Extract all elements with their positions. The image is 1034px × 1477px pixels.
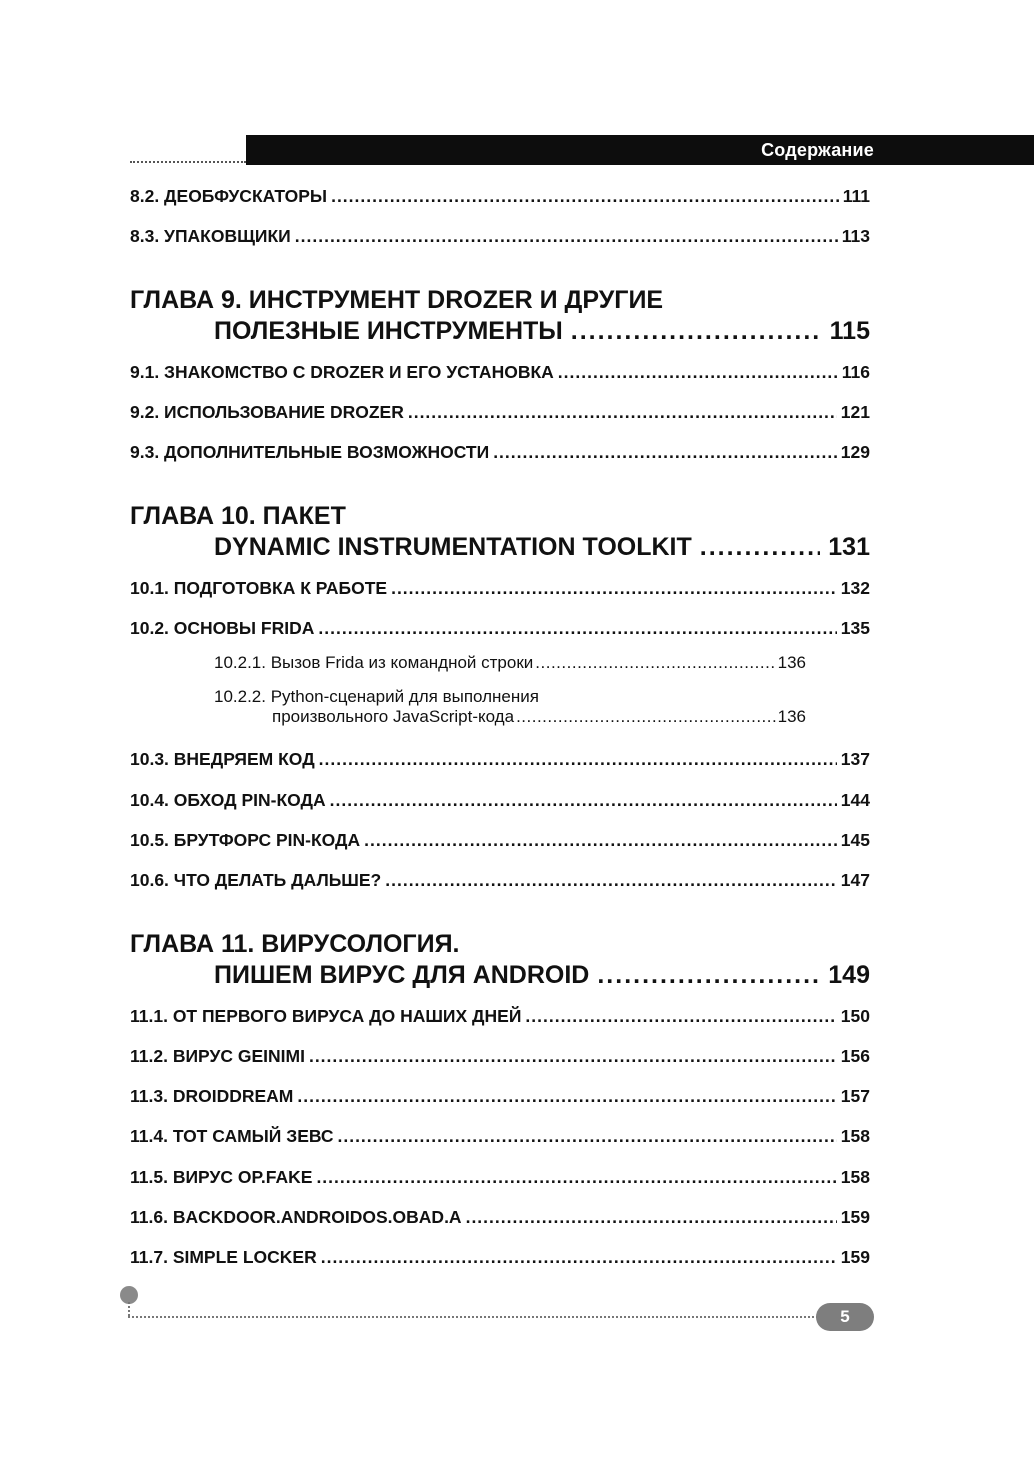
chapter-10-heading[interactable] xyxy=(130,502,870,562)
toc-entry-10-5[interactable] xyxy=(130,830,870,851)
toc-entry-page: 137 xyxy=(840,749,870,769)
toc-subentry-10-2-1[interactable] xyxy=(214,653,806,673)
chapter-page: 115 xyxy=(829,317,870,345)
toc-entry-page: 144 xyxy=(840,790,870,810)
toc-entry-page: 159 xyxy=(840,1247,870,1267)
page-number-badge: 5 xyxy=(816,1303,874,1331)
toc-entry-title: 11.5. ВИРУС OP.FAKE xyxy=(130,1167,313,1187)
toc-subentry-title: 10.2.1. Вызов Frida из командной строки xyxy=(214,653,534,672)
toc-entry-11-6[interactable] xyxy=(130,1207,870,1228)
toc-subentry-page: 136 xyxy=(777,653,806,672)
toc-entry-10-6[interactable] xyxy=(130,870,870,891)
toc-entry-11-1[interactable] xyxy=(130,1006,870,1027)
toc-entry-11-2[interactable] xyxy=(130,1046,870,1067)
dot-leader xyxy=(309,1046,837,1067)
footer-dotted-rule xyxy=(128,1316,818,1318)
toc-entry-page: 158 xyxy=(840,1126,870,1146)
toc-entry-10-2[interactable] xyxy=(130,618,870,639)
dot-leader xyxy=(597,961,820,990)
chapter-title-line2: DYNAMIC INSTRUMENTATION TOOLKIT xyxy=(214,533,692,561)
toc-entry-title: 9.1. ЗНАКОМСТВО С DROZER И ЕГО УСТАНОВКА xyxy=(130,362,554,382)
dot-leader xyxy=(700,533,821,562)
chapter-title-line2: ПОЛЕЗНЫЕ ИНСТРУМЕНТЫ xyxy=(214,317,563,345)
toc-entry-title: 11.4. ТОТ САМЫЙ ЗЕВС xyxy=(130,1126,334,1146)
toc-entry-title: 10.3. ВНЕДРЯЕМ КОД xyxy=(130,749,315,769)
toc-entry-title: 11.1. ОТ ПЕРВОГО ВИРУСА ДО НАШИХ ДНЕЙ xyxy=(130,1006,522,1026)
toc-entry-8-3[interactable] xyxy=(130,226,870,247)
toc-entry-title: 8.2. ДЕОБФУСКАТОРЫ xyxy=(130,186,328,206)
dot-leader xyxy=(385,870,837,891)
chapter-page: 149 xyxy=(828,961,870,989)
toc-entry-title: 11.6. BACKDOOR.ANDROIDOS.OBAD.A xyxy=(130,1207,462,1227)
dot-leader xyxy=(330,790,837,811)
dot-leader xyxy=(558,362,838,383)
running-header-bar xyxy=(246,135,1034,165)
dot-leader xyxy=(493,442,837,463)
toc-entry-page: 116 xyxy=(841,362,870,382)
toc-entry-title: 11.7. SIMPLE LOCKER xyxy=(130,1247,317,1267)
toc-entry-9-1[interactable] xyxy=(130,362,870,383)
toc-entry-10-3[interactable] xyxy=(130,749,870,770)
dot-leader xyxy=(331,186,839,207)
dot-leader xyxy=(364,830,837,851)
toc-subentry-page: 136 xyxy=(777,707,806,726)
toc-entry-page: 145 xyxy=(840,830,870,850)
chapter-11-heading[interactable] xyxy=(130,930,870,990)
dot-leader xyxy=(319,749,837,770)
footer-dotted-stem xyxy=(128,1302,130,1316)
toc-entry-title: 8.3. УПАКОВЩИКИ xyxy=(130,226,291,246)
chapter-title-line2: ПИШЕМ ВИРУС ДЛЯ ANDROID xyxy=(214,961,590,989)
toc-entry-page: 135 xyxy=(840,618,870,638)
toc-entry-title: 10.2. ОСНОВЫ FRIDA xyxy=(130,618,315,638)
toc-entry-page: 121 xyxy=(840,402,870,422)
toc-entry-11-5[interactable] xyxy=(130,1167,870,1188)
toc-entry-8-2[interactable] xyxy=(130,186,870,207)
dot-leader xyxy=(571,317,822,346)
toc-entry-11-7[interactable] xyxy=(130,1247,870,1268)
dot-leader xyxy=(516,707,776,727)
toc-entry-page: 159 xyxy=(840,1207,870,1227)
toc-entry-page: 157 xyxy=(840,1086,870,1106)
running-header-title: Содержание xyxy=(761,140,874,160)
chapter-page: 131 xyxy=(828,533,870,561)
chapter-title-line1: ГЛАВА 9. ИНСТРУМЕНТ DROZER И ДРУГИЕ xyxy=(130,286,664,314)
toc-entry-title: 10.4. ОБХОД PIN-КОДА xyxy=(130,790,326,810)
toc-entry-9-3[interactable] xyxy=(130,442,870,463)
toc-entry-title: 11.3. DROIDDREAM xyxy=(130,1086,294,1106)
toc-entry-title: 9.2. ИСПОЛЬЗОВАНИЕ DROZER xyxy=(130,402,404,422)
dot-leader xyxy=(295,226,838,247)
toc-entry-title: 10.1. ПОДГОТОВКА К РАБОТЕ xyxy=(130,578,388,598)
toc-entry-page: 129 xyxy=(840,442,870,462)
chapter-title-line1: ГЛАВА 11. ВИРУСОЛОГИЯ. xyxy=(130,930,460,958)
dot-leader xyxy=(337,1126,836,1147)
toc-entry-page: 111 xyxy=(842,186,870,206)
dot-leader xyxy=(321,1247,837,1268)
dot-leader xyxy=(466,1207,837,1228)
toc-entry-page: 150 xyxy=(840,1006,870,1026)
toc-entry-page: 132 xyxy=(840,578,870,598)
toc-entry-11-4[interactable] xyxy=(130,1126,870,1147)
toc-subentry-title-line2: произвольного JavaScript-кода xyxy=(272,707,515,726)
toc-entry-10-1[interactable] xyxy=(130,578,870,599)
toc-entry-title: 10.6. ЧТО ДЕЛАТЬ ДАЛЬШЕ? xyxy=(130,870,382,890)
chapter-9-heading[interactable] xyxy=(130,286,870,346)
toc-entry-title: 11.2. ВИРУС GEINIMI xyxy=(130,1046,305,1066)
toc-entry-9-2[interactable] xyxy=(130,402,870,423)
toc-entry-title: 10.5. БРУТФОРС PIN-КОДА xyxy=(130,830,361,850)
dot-leader xyxy=(525,1006,836,1027)
toc-entry-title: 9.3. ДОПОЛНИТЕЛЬНЫЕ ВОЗМОЖНОСТИ xyxy=(130,442,490,462)
dot-leader xyxy=(535,653,775,673)
dot-leader xyxy=(316,1167,836,1188)
chapter-title-line1: ГЛАВА 10. ПАКЕТ xyxy=(130,502,346,530)
toc-entry-page: 156 xyxy=(840,1046,870,1066)
toc-entry-10-4[interactable] xyxy=(130,790,870,811)
toc-entry-page: 158 xyxy=(840,1167,870,1187)
header-dotted-rule xyxy=(130,161,246,163)
toc-subentry-title-line1: 10.2.2. Python-сценарий для выполнения xyxy=(214,687,539,706)
dot-leader xyxy=(297,1086,836,1107)
dot-leader xyxy=(391,578,837,599)
toc-subentry-10-2-2[interactable] xyxy=(214,687,806,727)
toc-entry-page: 147 xyxy=(840,870,870,890)
dot-leader xyxy=(408,402,837,423)
dot-leader xyxy=(318,618,836,639)
toc-entry-page: 113 xyxy=(841,226,870,246)
toc-entry-11-3[interactable] xyxy=(130,1086,870,1107)
